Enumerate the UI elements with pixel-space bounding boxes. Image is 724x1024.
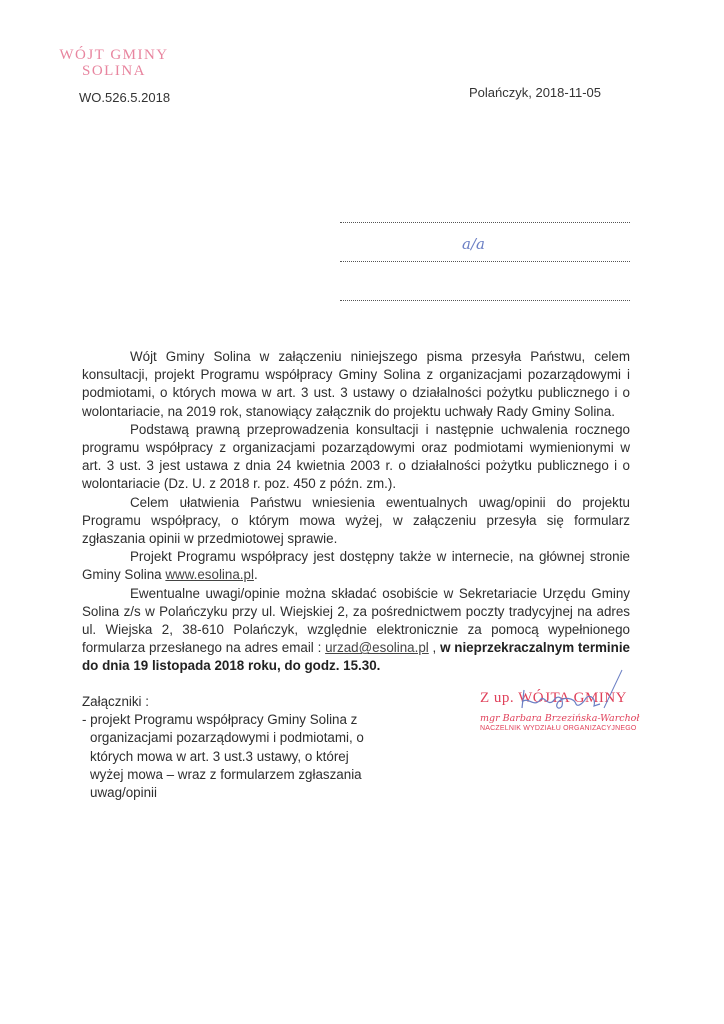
paragraph-1: Wójt Gminy Solina w załączeniu niniejszego pisma przesyła Państwu, celem konsultacji, projekt Programu współpracy Gminy Solina z organizacjami pozarządowymi i podmiotami, o których mowa w art. 3 ust. 3 ustawy o działalności pożytku publicznego i o wolontariacie, na 2019 rok, stanowiący załącznik do projektu uchwały Rady Gminy Solina. [82,349,630,419]
address-line-3 [340,262,630,301]
place-date: Polańczyk, 2018-11-05 [469,85,602,100]
mayor-stamp-header [34,47,194,79]
paragraph-3: Celem ułatwienia Państwu wniesienia ewentualnych uwag/opinii do projektu Programu współpracy, o którym mowa wyżej, w załączeniu przesyła się formularz zgłaszania opinii w przedmiotowej sprawie. [82,494,630,547]
signatory-title: NACZELNIK WYDZIAŁU ORGANIZACYJNEGO [480,725,637,732]
letter-body [82,348,630,676]
signature-block [480,690,720,732]
reference-number: WO.526.5.2018 [79,90,171,105]
paragraph-5 [82,585,630,676]
attachment-item: - projekt Programu współpracy Gminy Solina z organizacjami pozarządowymi i podmiotami, o których mowa w art. 3 ust.3 ustawy, o której wyżej mowa – wraz z formularzem zgłaszania uwag/opinii [82,712,364,801]
deadline-text: w nieprzekraczalnym terminie do dnia 19 listopada 2018 roku, do godz. 15.30. [82,640,631,674]
attachments-section [82,693,382,802]
handwritten-signature-icon [504,668,624,718]
email-link[interactable]: urzad@esolina.pl [325,640,429,656]
paragraph-2: Podstawą prawną przeprowadzenia konsultacji i następnie uchwalenia rocznego programu współpracy z organizacjami pozarządowymi oraz podmiotami wymienionymi w art. 3 ust. 3 jest ustawa z dnia 24 kwietnia 2003 r. o działalności pożytku publicznego i o wolontariacie (Dz. U. z 2018 r. poz. 450 z późn. zm.). [82,421,630,492]
address-line-2 [340,223,630,262]
signatory-name: mgr Barbara Brzezińska-Warchoł [480,713,640,724]
website-link[interactable]: www.esolina.pl [165,567,254,583]
stamp-line-2: SOLINA [82,63,146,79]
paragraph-4-end: . [253,567,258,583]
paragraph-5-text: Ewentualne uwagi/opinie można składać osobiście w Sekretariacie Urzędu Gminy Solina z/s w Polańczyku przy ul. Wiejskiej 2, za pośrednictwem poczty tradycyjnej na adres ul. Wiejska 2, 38-610 Polańczyk, względnie elektronicznie za pomocą wypełnionego formularza przesłanego na adres email : [82,585,630,656]
address-line-1 [340,212,630,223]
attachments-heading: Załączniki : [82,694,149,709]
paragraph-5-sep: , [428,640,441,656]
recipient-address-block [340,212,630,301]
handwritten-note: a/a [462,235,485,253]
paragraph-4 [82,548,630,584]
stamp-line-1: WÓJT GMINY [59,47,169,63]
paragraph-4-text: Projekt Programu współpracy jest dostępny także w internecie, na głównej stronie Gminy Solina [82,549,630,583]
signature-stamp-line: Z up. WÓJTA GMINY [480,690,628,706]
